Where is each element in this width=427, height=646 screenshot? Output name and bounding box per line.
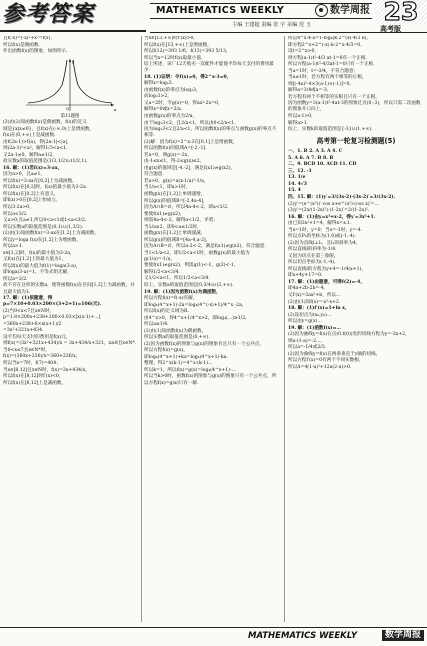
solution-line: 即log₄(4^x+1)-2a=log₄(4^(-x)+1)/4^x -2a，	[144, 302, 247, 308]
masthead-title: MATHEMATICS WEEKLY	[156, 5, 285, 16]
solution-line: (2)因为直线l⊥l₁，且l₁的斜率为4，	[288, 240, 361, 246]
answer-row: 二、9. BCD 10. ACD 11. CD	[288, 162, 357, 168]
solution-line: 当a=1时，t=-3/4，不符合题意；	[288, 68, 359, 74]
solution-line: 18. (1)证明：令f(x)=0，得2^x-3=0，	[144, 74, 232, 80]
masthead-bar	[150, 3, 372, 19]
solution-line: 由函数g(x)的零点为2/a，	[144, 113, 198, 119]
solution-line: 所以方程f(x)=g(x)，	[144, 348, 188, 354]
solution-line: 函数g(x)在[1,2]上单调递增，	[144, 191, 206, 197]
solution-line: 当1/a<1，即a>1时，	[144, 185, 191, 191]
solution-line: 若a=0，则g(x)=-2x，	[144, 152, 192, 158]
solution-line: 当x∈[13,+∞)时f′(x)>0，	[144, 36, 199, 41]
solution-line: x∈[1,2]时，f(x)的最小值为3-2a，	[3, 250, 75, 256]
solution-line: 当a≠1时，若方程有两个相等的正根，	[288, 75, 367, 81]
solution-line: =360x+238+6×x(x+1)/2	[3, 321, 62, 327]
solution-line: 由函数f(x)的零点为log₂3，	[144, 87, 201, 93]
solution-line: 当0<x≤7且x∈N*时，	[3, 347, 50, 353]
solution-line: 即f(x)>0在[0,2]上恒成立，	[3, 198, 61, 204]
solution-line: (2)由(1)知f(x)=-x³-x+2.	[288, 299, 341, 305]
solution-line: 即loga(3-a)=1，不等式组无解，	[3, 270, 72, 276]
column-3-text-bottom	[288, 195, 424, 371]
solution-line: 所以a>1.	[3, 244, 24, 250]
solution-line: 因为a>0，且a≠1，	[3, 172, 45, 178]
solution-line: 所以直线l的方程为y+4=-1/4(x+1)，	[288, 266, 366, 272]
answer-row: 5. A 6. A 7. B 8. B	[288, 155, 334, 161]
edition-label: 高考版	[380, 25, 401, 33]
solution-line: 所以g(x)的值域B=[4a-4,a-2]，	[144, 237, 211, 243]
brand-text: 数学周报	[330, 5, 370, 16]
solution-line: 所以a=-1/4或2/3.	[288, 345, 327, 351]
column-divider	[284, 36, 285, 622]
solution-line: 故不存在这样的实数a，使得函数f(x)在区间[1,2]上为减函数，并且最大值为1.	[3, 283, 135, 295]
column-3-text-top	[288, 36, 424, 133]
solution-line: 所以f(12)=393 1/6，f(13)=393 5/13，	[144, 49, 231, 55]
brand-seal-icon	[315, 4, 328, 17]
solution-line: 则a-(1-a)=-2…，	[288, 338, 326, 344]
solution-line: (2)设切点为(x₀,y₀)…	[288, 312, 332, 318]
solution-line: 又2a-1≠0，解得a≠1/2，	[3, 152, 57, 158]
solution-line: 因为log₂3<2且2/a<1，所以函数f(x)的零点与函数g(x)的零点不相等.	[144, 127, 277, 139]
solution-line: 所以f(x)在[0,2]上有意义，	[3, 191, 59, 197]
editor-credits: 主编 王建超 责编 张 宇 美编 范 玉	[232, 22, 311, 28]
solution-line: 符合题意.	[144, 172, 164, 178]
solution-line: 所以函数f(x)的值域A=[-2,-1].	[144, 146, 207, 152]
solution-line: 则f(x)=(3x²+321x+434)/x = 3x+434/x+321，x≥8且x∈N*.	[3, 341, 137, 347]
solution-line: (2)解：因为f(x)=2^x-3在[0,1]上是增函数，	[144, 139, 238, 145]
solution-line: 所以f(x)在[8,12]时f′(x)<0，	[3, 374, 64, 380]
solution-line: 综上，实数k的取值范围是{-3}∪(1,+∞).	[288, 127, 373, 133]
solution-line: 由已知3x²+1=4，解得x=±1.	[288, 221, 352, 227]
solution-line: 解得a=3/4或a=-3,	[288, 88, 329, 94]
answer-key	[288, 149, 424, 194]
column-2-text	[144, 36, 278, 387]
solution-line: 所以方程f′(x)=0有两个不同实数根，	[288, 358, 364, 364]
solution-line: 当1<1/a<2，即1/2<a<1时，函数g(x)的最小值为g(1/a)=-1/a，	[144, 250, 250, 262]
svg-text:O: O	[66, 106, 70, 112]
page-footer	[0, 624, 427, 646]
function-graph-figure	[22, 57, 118, 113]
solution-line: f(x)在(0,+∞)上是减函数.	[3, 133, 56, 139]
masthead-brand	[315, 4, 370, 17]
solution-line: f(x)=(360x+236)/x=360+236/x，	[3, 354, 81, 360]
solution-line: 所以f(x)的最大值为f(1)=loga(3-a)，	[3, 263, 81, 269]
solution-line: 所以f(x)在[13,+∞)上是增函数，	[144, 42, 212, 48]
column-3	[288, 36, 424, 622]
solution-line: 解得x=0或x=2/a.	[144, 107, 183, 113]
function-graph	[22, 57, 118, 113]
solution-line: 当x=1时，y=0；当x=-1时，y=-4.	[288, 227, 363, 233]
solution-line: (2)由(1)知函数f(x)=3-ax在[1,2]上为减函数，	[3, 231, 99, 237]
solution-line: 由4^x>0，得4^x+1/4^x>2，即log₄(...)≥1/2,	[144, 315, 247, 321]
solution-line: 又a>0,且a≠1,所以0<a<1或1<a<3/2.	[3, 218, 87, 224]
column-1-text-top	[3, 36, 137, 55]
solution-line: 整理，得2^x(k-1)=4^x·(k-1)…	[144, 361, 213, 367]
solution-line: 又1/2<a<1，所以1/2<a<3/4.	[144, 276, 210, 282]
solution-line: 且f(-x)=(-x)²+x²=f(x)，	[3, 36, 56, 41]
page-header	[0, 0, 427, 38]
solution-line: 四、15. 解：(1)y′=3/(3x-2)·(3x-2)′=3/(3x-2).	[288, 195, 396, 200]
solution-line: 则(2a-1)²<a²，解得1/3<a<1.	[3, 146, 68, 152]
solution-line: 由f(2a-1)>f(a)，得|2a-1|<|a|，	[3, 139, 72, 145]
solution-line: 当1/a≥2，即0<a≤1/2时，	[144, 224, 202, 230]
solution-line: (2)因为曲线y=f(x)在两条垂直于y轴的切线，	[288, 351, 381, 357]
solution-line: 由-1≤x≤1，得-2≤g(x)≤2，	[144, 159, 205, 165]
solution-line: 又f(x)在[1,2]上的最大值为1，	[3, 257, 67, 263]
solution-line: 所以a≥1/4.	[144, 322, 169, 328]
solution-line: 因为A∩B=∅，所以4a-4<-2，即a<1/2.	[144, 205, 229, 211]
solution-line: 所以方程f(x)=f(-x)有解，	[144, 296, 198, 302]
solution-line: 所以点P₀的坐标为(1,0)或(-1,-4).	[288, 234, 357, 240]
solution-line: 而log₂3>2，	[144, 94, 172, 100]
solution-line: (3)由(2)知函数f(x)是偶函数，f(x)的定义	[3, 120, 87, 126]
solution-line: 所以f(x)的定义域为R.	[144, 309, 189, 315]
solution-line: 设平均每天支付的费用是f(x)元，	[3, 334, 71, 340]
solution-line: 解得x=log₂3.	[144, 81, 174, 87]
column-1-text-bottom	[3, 120, 137, 387]
solution-line: 又因为切点在第三象限，	[288, 253, 339, 259]
solution-line: 域是{x|x≠0}，且f(x)在(-∞,0)上是增函数，	[3, 126, 95, 132]
answer-row: 15. 4	[288, 188, 301, 194]
column-1	[3, 36, 137, 622]
solution-line: (3)y′=(2x/(1-2x)²)·(1-2x)′=2/(1-2x)².	[288, 208, 370, 214]
solution-line: 则方程(a-1)t²-4/3 at-1=0有一个正根.	[288, 55, 367, 61]
solution-line: 综上所述，该厂12天购买一次配件才能使平均每天支付的费用最少.	[144, 62, 274, 74]
solution-line: 又f′(x)=3ax²+b，所以…	[288, 292, 341, 298]
solution-line: 函数g(x)在[1,2]上单调递减，	[144, 231, 206, 237]
page-number: 23	[375, 0, 427, 24]
svg-text:y: y	[72, 59, 75, 65]
solution-line: 综上，实数a的取值范围是[0,3/4)∪(3,+∞).	[144, 283, 234, 289]
solution-line: 要使f(x1)≠g(x2)，	[144, 211, 185, 217]
solution-line: 所以a<3/2.	[3, 211, 28, 217]
solution-line: =3x²+321x+434.	[3, 328, 44, 334]
solution-line: p=1.8×200x+238+200×0.03×[x(x-1)+...]	[3, 315, 101, 321]
solution-line: 若方程有两个不相等的实根且只有一个正根，	[288, 94, 380, 100]
answer-row: 13. 1/e	[288, 175, 306, 181]
answer-row: 14. 4√3	[288, 181, 308, 187]
solution-line: 所以实数a的取值范围是(0,1)∪(1,3/2).	[3, 224, 84, 230]
solution-line: 所以f(x)在[8,12]上是减函数，	[3, 380, 67, 386]
solution-line: 所以当k>0时，函数f(x)的图象与g(x)的图象只有一个公共点，所以方程f(x)=g(x)只有一解.	[144, 374, 277, 386]
solution-line: 所以方程(a-1)t²-4/3at-1=0只有一个正根.	[288, 62, 375, 68]
solution-line: 由g(x)的值域是[-4,-2]，满足f(x1)≠g(x2)，	[144, 165, 236, 171]
solution-line: 19. 解：(1)函数f(x)=…	[288, 325, 342, 331]
solution-line: 所以g(x)的值域B=[-2,4a-4]，	[144, 198, 208, 204]
solution-line: 所以y=loga f(x)在[1,2]上为增函数，	[3, 237, 81, 243]
solution-line: 所以a=3/2.	[3, 276, 28, 282]
solution-line: 若a>0，g(x)=a(x-1/a)²-1/a，	[144, 178, 209, 184]
solution-line: 由于log₂3<2，且2/a<1，所以由0<2/a<1，	[144, 120, 239, 126]
footer-title: MATHEMATICS WEEKLY	[248, 631, 357, 641]
solution-line: (2)由(1)知函数f(x)为偶函数，	[144, 328, 207, 334]
solution-line: 所以当x=7时，f(7)=404；	[3, 360, 61, 366]
solution-line: 因为A∩B=∅，所以a-2<-2，满足f(x1)≠g(x2)，符合题意.	[144, 244, 266, 250]
footer-brand: 数学周报	[382, 630, 424, 641]
solution-line: 设t=2^x>0，	[288, 49, 320, 55]
solution-line: 则[(-4a)²-4×3(a-1)×(-1)]=0,	[288, 81, 352, 87]
solution-line: (2)当0<x<7且x∈N时，	[3, 308, 55, 314]
reference-answers-logo: 参考答案	[2, 1, 95, 27]
solution-line: 即4a+2b-2b=-4,	[288, 286, 326, 292]
answer-row: 一、1. B 2. A 3. A 4. C	[288, 149, 343, 155]
solution-line: 18. 解：(1)f′(x)=1+ln x，	[288, 306, 350, 312]
solution-line: 即x+4y+17=0.	[288, 273, 323, 279]
solution-line: 所以f(x)=3-ax在[0,2]上为减函数，	[3, 178, 77, 184]
column-2	[144, 36, 278, 622]
solution-line: 要使f(x1)≠g(x2)，则需g(1)<-1，g(2)<-1,	[144, 263, 236, 269]
solution-line: 当x∈[8,12]且x∈N时，f(x)=3x+434/x，	[3, 367, 90, 373]
solution-line: 故实数a的取值范围是(1/3,1/2)∪(1/2,1).	[3, 159, 88, 165]
solution-line: (2)y′=(e^(x²))′·cos x+e^(x²)·(cos x)′=…	[288, 201, 380, 207]
solution-line: 所以f(x)在[0,2]时，f(x)的最小值为3-2a.	[3, 185, 88, 191]
solution-line: 16. 解：(1)由y=x³+x-2，得y′=3x²+1.	[288, 214, 376, 220]
solution-line: 所以3-2a>0，	[3, 205, 34, 210]
logo-rule	[0, 30, 146, 32]
solution-line: 解得a>1.	[288, 120, 309, 126]
column-divider	[141, 36, 142, 622]
solution-line: 所以4^x·4·a=1-log₄(k·2^(x)-4/3 k)，	[288, 36, 372, 41]
solution-line: 作出函数f(x)的图象，如图所示.	[3, 49, 68, 55]
solution-line: 解得1/2<a<3/4.	[144, 269, 180, 275]
figure-caption: 第11题图	[60, 114, 80, 120]
solution-line: (2)因为函数f(x)的图象与g(x)的图象有且只有一个公共点，	[144, 341, 264, 347]
footer-rule	[0, 627, 427, 628]
solution-line: 所以由y=g(x)…	[288, 319, 322, 325]
solution-line: 17. 解：(1)由题意，可得f(2)=-4，	[288, 279, 365, 285]
solution-line: 因为函数y=3(a-1)t²-4at-3的图象过点(0,-3)，所以只需二次函数的图象开口向上，	[288, 101, 421, 113]
solution-line: 17. 解：(1)依题意，得p=7×10+0.03×200×(3+2+1)=106(元).	[3, 296, 102, 308]
solution-line: 即方程2^x+2^(-x)·k-2^x·4/3=0,	[288, 42, 362, 48]
solution-line: 所以切点坐标为(-1,-4)，	[288, 260, 339, 266]
solution-line: 所以直线l的斜率为-1/4.	[288, 247, 337, 253]
solution-line: 所以f(x)是偶函数.	[3, 42, 40, 48]
solution-line: 所以当x=12时f(x)取最小值.	[144, 55, 203, 61]
solution-line: 所以实数a的取值范围是(0,+∞).	[144, 335, 210, 341]
solution-line: 即log₄(4^x+1)+ka=log₄(4^x+1)-ka.	[144, 354, 228, 360]
solution-line: 16. 解：(1)若f(x)=3-ax，	[3, 165, 63, 171]
section-title: 高考第一轮复习检测题(5)	[316, 137, 396, 146]
solution-line: 所以a-1>0，	[288, 113, 316, 119]
solution-line: 又a=2时，令g(x)=0，得ax²-2x=0，	[144, 100, 223, 106]
solution-line: 所以Δ=4(1-a)²+12a(2-a)>0.	[288, 364, 352, 370]
solution-line: 19. 解：(1)因为函数f(x)为偶函数，	[144, 289, 221, 295]
solution-line: (2)因为曲线y=f(x)在点(0,f(0))处的切线方程为y=-3x+2，	[288, 332, 410, 338]
solution-line: 所以k=1，所以f(x)=g(x)=log₄(4^x+1)-...	[144, 367, 236, 373]
answer-row: 三、12. -1	[288, 168, 312, 174]
solution-line: 则需4a-4<-2，解得a<1/2，矛盾；	[144, 218, 218, 224]
svg-text:x: x	[114, 107, 117, 113]
